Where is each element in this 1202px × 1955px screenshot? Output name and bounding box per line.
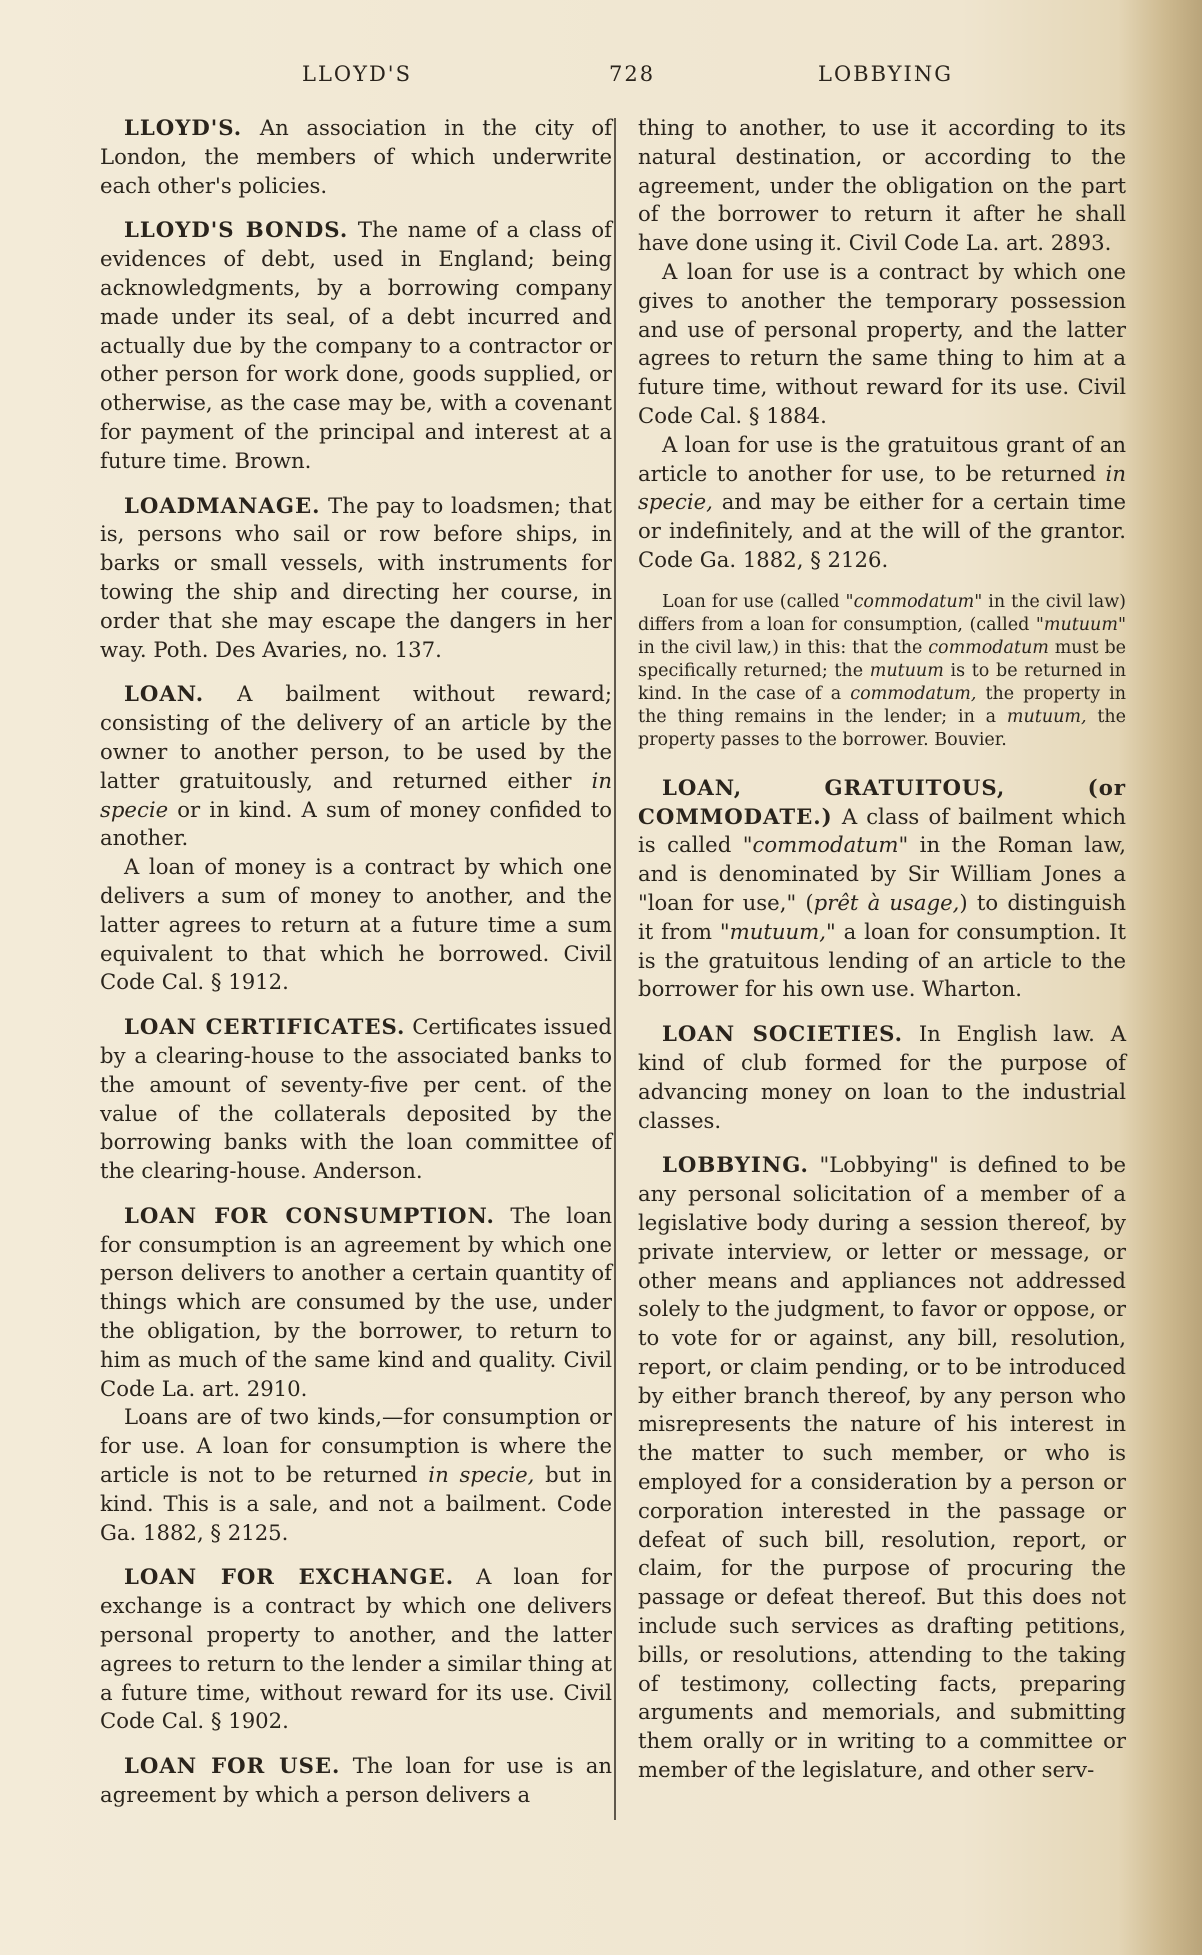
- entry-term: LOAN FOR USE.: [124, 1753, 341, 1779]
- entry-definition: Certificates issued by a clearing-house to the associated banks to the amount of seventy-five per cent. of the value of the collaterals deposited by the borrowing banks with the loan committee of the clearing-house. Anderson.: [100, 1014, 612, 1184]
- entry-paragraph-cont: but in kind. This is a sale, and not a bailment. Code Ga. 1882, § 2125.: [100, 1462, 612, 1545]
- running-header: [0, 62, 1202, 102]
- entry-definition: The loan for consumption is an agreement by which one person delivers to another a certain quantity of things which are consumed by the use, under the obligation, by the borrower, to return to him as much of the same kind and quality. Civil Code La. art. 2910.: [100, 1202, 612, 1401]
- entry-term: LOAN, GRATUITOUS, (or COMMODATE.): [638, 774, 1126, 829]
- entry-paragraph: A loan of money is a contract by which one delivers a sum of money to another, and the latter agrees to return at a future time a sum equivalent to that which he borrowed. Civil Code Cal. § 1912.: [100, 854, 612, 995]
- entry-definition: An association in the city of London, the members of which underwrite each other's policies.: [100, 115, 612, 198]
- italic-phrase: commodatum: [752, 832, 899, 858]
- entry-definition-cont: ) to distinguish it from ": [638, 889, 1126, 944]
- entry-loan-for-consumption: [100, 1202, 612, 1548]
- entry-definition: A class of bailment which is called ": [638, 803, 1126, 858]
- italic-phrase: in specie,: [638, 460, 1126, 515]
- note-italic: mutuum: [1043, 614, 1118, 635]
- entry-term: LOBBYING.: [662, 1152, 809, 1178]
- note-text: the property passes to the borrower. Bouvier.: [638, 706, 1126, 750]
- entry-term: LLOYD'S.: [124, 115, 243, 140]
- header-left-term: LLOYD'S: [302, 62, 412, 86]
- entry-term: LOAN SOCIETIES.: [662, 1021, 904, 1047]
- note-italic: mutuum: [869, 660, 944, 681]
- entry-loan-gratuitous: [638, 774, 1126, 1004]
- entry-lloyds-bonds: [100, 216, 612, 475]
- entry-definition: The pay to loadsmen; that is, persons who sail or row before ships, in barks or small vessels, with instruments for towing the ship and directing her course, in order that she may escape the dangers in her way. Poth. Des Avaries, no. 137.: [100, 492, 612, 662]
- entry-paragraph: A loan for use is a contract by which one gives to another the temporary possession and use of personal property, and the latter agrees to return the same thing to him at a future time, without reward for its use. Civil Code Cal. § 1884.: [638, 258, 1126, 428]
- entry-loan-certificates: [100, 1013, 612, 1186]
- entry-lobbying: [638, 1151, 1126, 1785]
- italic-phrase: prêt à usage,: [813, 889, 960, 915]
- italic-phrase: mutuum,: [729, 918, 826, 944]
- note-text: the property in the thing remains in the lender; in a: [638, 683, 1126, 727]
- left-column: [100, 114, 612, 1826]
- entry-term: LOAN CERTIFICATES.: [124, 1014, 406, 1040]
- entry-definition: In English law. A kind of club formed for the purpose of advancing money on loan to the industrial classes.: [638, 1021, 1126, 1133]
- entry-loan-for-use: [100, 1752, 612, 1810]
- entry-lloyds: [100, 114, 612, 200]
- entry-paragraph: A loan for use is the gratuitous grant of an article to another for use, to be returned: [638, 431, 1126, 486]
- entry-term: LLOYD'S BONDS.: [124, 217, 349, 243]
- note-text: " in the civil law,) in this: that the: [638, 614, 1126, 658]
- entry-loan-for-exchange: [100, 1563, 612, 1736]
- entry-term: LOADMANAGE.: [124, 492, 321, 518]
- entry-paragraph-cont: and may be either for a certain time or indefinitely, and at the will of the grantor. Code Ga. 1882, § 2126.: [638, 489, 1126, 572]
- entry-paragraph: Loans are of two kinds,—for consumption or for use. A loan for consumption is where the article is not to be returned: [100, 1404, 612, 1488]
- entry-definition-cont: " a loan for consumption. It is the gratuitous lending of an article to the borrower for his own use. Wharton.: [638, 918, 1127, 1002]
- note-text: " in the civil law) differs from a loan for consumption, (called ": [638, 591, 1126, 635]
- entry-definition-cont: " in the Roman law, and is denominated by Sir William Jones a "loan for use," (: [638, 832, 1126, 915]
- note-italic: mutuum,: [1006, 706, 1087, 727]
- entry-term: LOAN.: [124, 681, 205, 707]
- column-divider: [614, 118, 616, 1820]
- italic-phrase: in specie,: [428, 1462, 535, 1488]
- entry-loadmanage: [100, 492, 612, 665]
- note-italic: commodatum: [928, 637, 1049, 658]
- entry-loan-societies: [638, 1020, 1126, 1135]
- italic-phrase: in specie: [100, 767, 612, 822]
- header-right-term: LOBBYING: [818, 62, 953, 86]
- note-text: Loan for use (called ": [662, 591, 854, 612]
- entry-loan: [100, 680, 612, 997]
- entry-paragraph: thing to another, to use it according to its natural destination, or according to the agreement, under the obligation on the part of the borrower to return it after he shall have done using it. Civil Code La. art. 2893.: [638, 115, 1126, 256]
- entry-term: LOAN FOR EXCHANGE.: [124, 1564, 455, 1590]
- entry-term: LOAN FOR CONSUMPTION.: [124, 1202, 495, 1228]
- small-print-note: [638, 591, 1126, 752]
- note-italic: commodatum,: [850, 683, 977, 704]
- entry-definition: The loan for use is an agreement by which a person delivers a: [100, 1753, 612, 1808]
- entry-definition: A bailment without reward; consisting of the delivery of an article by the owner to another person, to be used by the latter gratuitously, and returned either: [100, 681, 612, 793]
- note-text: must be specifically returned; the: [638, 637, 1127, 681]
- note-text: is to be returned in kind. In the case of a: [638, 660, 1126, 704]
- entry-definition: "Lobbying" is defined to be any personal solicitation of a member of a legislative body during a session thereof, by private interview, or letter or message, or other means and appliances not addressed solely to the judgment, to favor or oppose, or to vote for or against, any bill, resolution, report, or claim pending, or to be introduced by either branch thereof, by any person who misrepresents the nature of his interest in the matter to such member, or who is employed for a consideration by a person or corporation interested in the passage or defeat of such bill, resolution, report, or claim, for the purpose of procuring the passage or defeat thereof. But this does not include such services as drafting petitions, bills, or resolutions, attending to the taking of testimony, collecting facts, preparing arguments and memorials, and submitting them orally or in writing to a committee or member of the legislature, and other serv-: [638, 1152, 1126, 1783]
- entry-definition: The name of a class of evidences of debt, used in England; being acknowledgments, by a borrowing company made under its seal, of a debt incurred and actually due by the company to a contractor or other person for work done, goods supplied, or otherwise, as the case may be, with a covenant for payment of the principal and interest at a future time. Brown.: [100, 217, 612, 473]
- entry-loan-for-use-continued: [638, 114, 1126, 575]
- entry-definition: A loan for exchange is a contract by which one delivers personal property to another, and the latter agrees to return to the lender a similar thing at a future time, without reward for its use. Civil Code Cal. § 1902.: [100, 1564, 612, 1734]
- note-italic: commodatum: [853, 591, 975, 612]
- page-number: 728: [609, 62, 656, 86]
- entry-definition-cont: or in kind. A sum of money confided to another.: [100, 796, 612, 851]
- right-column: [638, 114, 1126, 1801]
